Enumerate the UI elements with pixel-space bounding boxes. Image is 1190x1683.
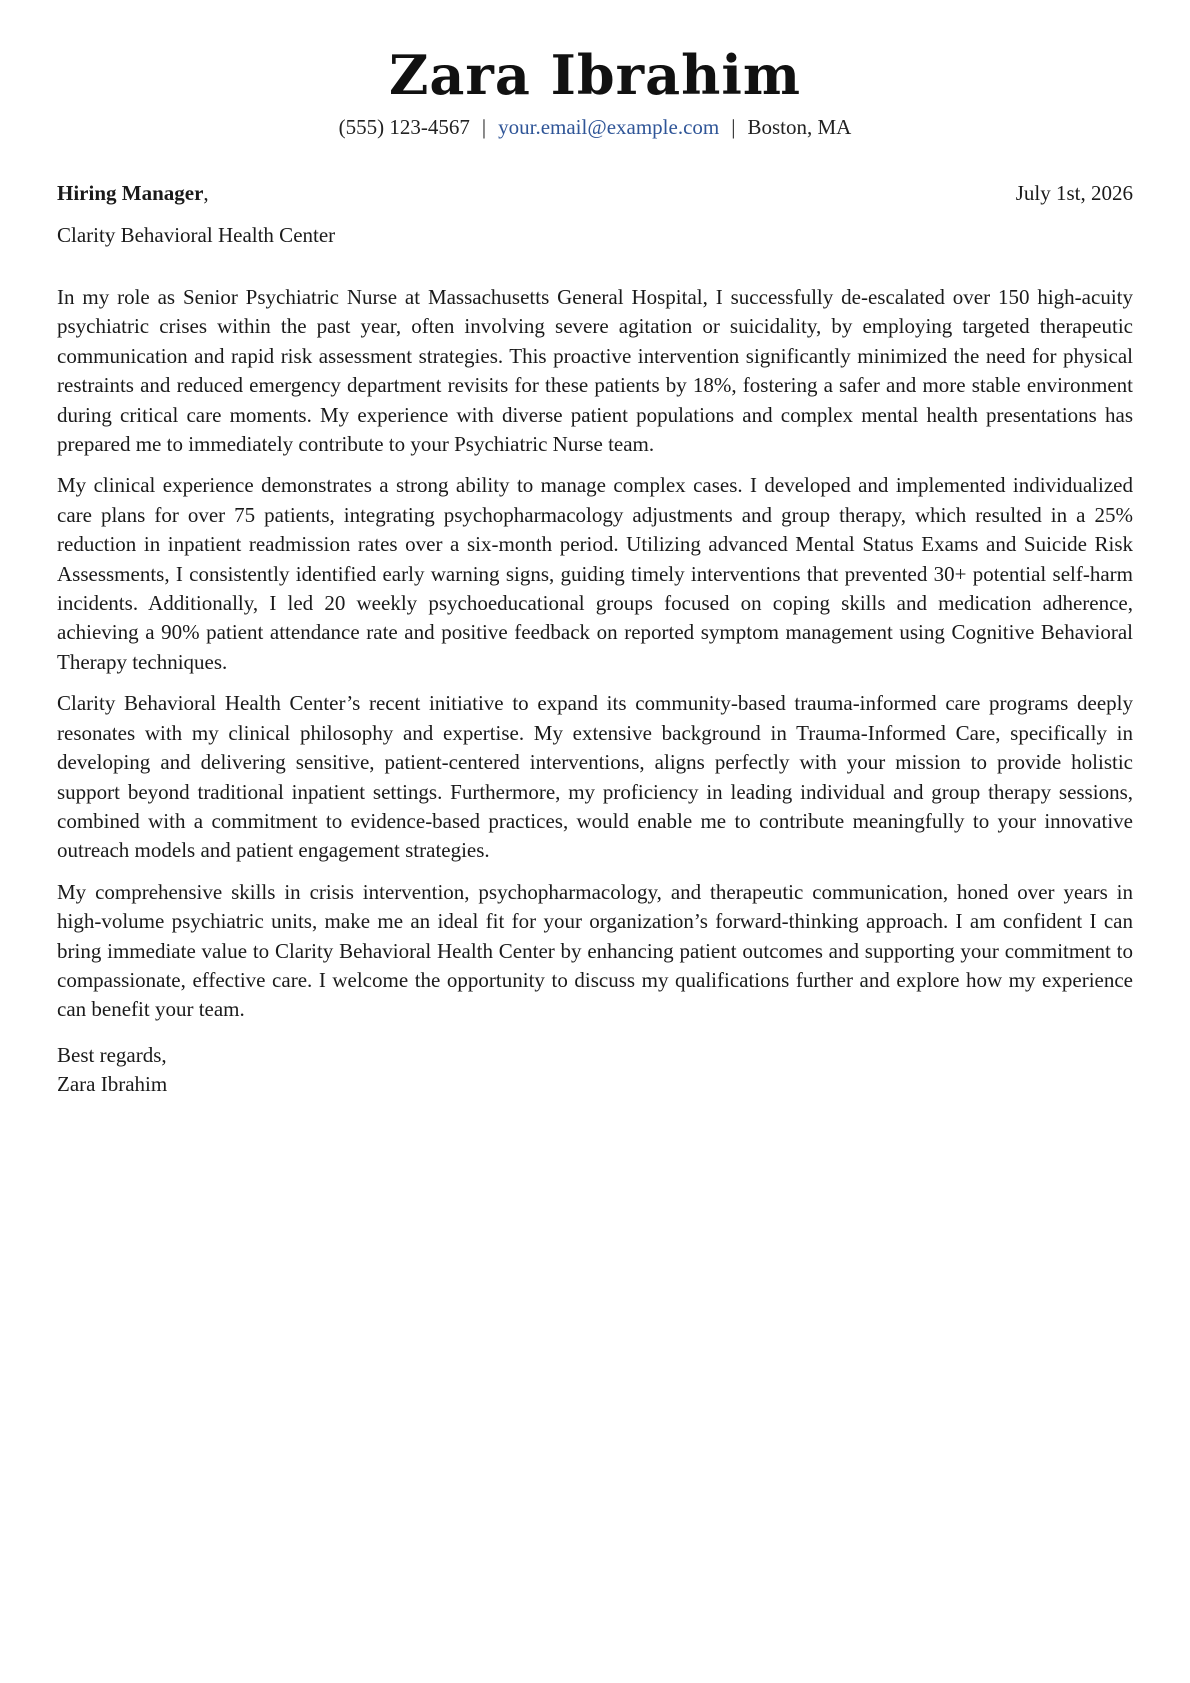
closing-block	[57, 1041, 1133, 1100]
salutation-comma: ,	[203, 181, 209, 205]
letter-body	[57, 283, 1133, 1100]
contact-separator: |	[731, 115, 736, 139]
contact-separator: |	[481, 115, 487, 139]
recipient-company: Clarity Behavioral Health Center	[57, 223, 336, 247]
body-paragraph: My clinical experience demonstrates a strong ability to manage complex cases. I developed and implemented individualized care plans for over 75 patients, integrating psychopharmacology adjustments and group therapy, which resulted in a 25% reduction in inpatient readmission rates over a six-month period. Utilizing advanced Mental Status Exams and Suicide Risk Assessments, I consistently identified early warning signs, guiding timely interventions that prevented 30+ potential self-harm incidents. Additionally, I led 20 weekly psychoeducational groups focused on coping skills and medication adherence, achieving a 90% patient attendance rate and positive feedback on reported symptom management using Cognitive Behavioral Therapy techniques.	[57, 473, 1133, 674]
recipient-salutation: Hiring Manager	[57, 181, 204, 205]
location: Boston, MA	[747, 115, 852, 139]
body-paragraph: My comprehensive skills in crisis intervention, psychopharmacology, and therapeutic communication, honed over years in high-volume psychiatric units, make me an ideal fit for your organization’s forward-thinking approach. I am confident I can bring immediate value to Clarity Behavioral Health Center by enhancing patient outcomes and supporting your commitment to compassionate, effective care. I welcome the opportunity to discuss my qualifications further and explore how my experience can benefit your team.	[57, 879, 1133, 1022]
applicant-name: Zara Ibrahim	[388, 43, 802, 107]
body-paragraph: In my role as Senior Psychiatric Nurse at Massachusetts General Hospital, I successfully de-escalated over 150 high-acuity psychiatric crises within the past year, often involving severe agitation or suicidality, by employing targeted therapeutic communication and rapid risk assessment strategies. This proactive intervention significantly minimized the need for physical restraints and reduced emergency department revisits for these patients by 18%, fostering a safer and more stable environment during critical care moments. My experience with diverse patient populations and complex mental health presentations has prepared me to immediately contribute to your Psychiatric Nurse team.	[57, 285, 1133, 457]
signature: Zara Ibrahim	[57, 1072, 168, 1097]
recipient-row	[57, 178, 1133, 208]
letter-date: July 1st, 2026	[1015, 181, 1133, 205]
contact-line	[57, 112, 1133, 142]
phone-number: (555) 123-4567	[338, 115, 470, 139]
body-paragraph: Clarity Behavioral Health Center’s recent initiative to expand its community-based trauma-informed care programs deeply resonates with my clinical philosophy and expertise. My extensive background in Trauma-Informed Care, specifically in developing and delivering sensitive, patient-centered interventions, aligns perfectly with your mission to provide holistic support beyond traditional inpatient settings. Furthermore, my proficiency in leading individual and group therapy sessions, combined with a commitment to evidence-based practices, would enable me to contribute meaningfully to your innovative outreach models and patient engagement strategies.	[57, 691, 1133, 863]
signoff: Best regards,	[57, 1042, 167, 1067]
email-link[interactable]: your.email@example.com	[498, 115, 720, 139]
